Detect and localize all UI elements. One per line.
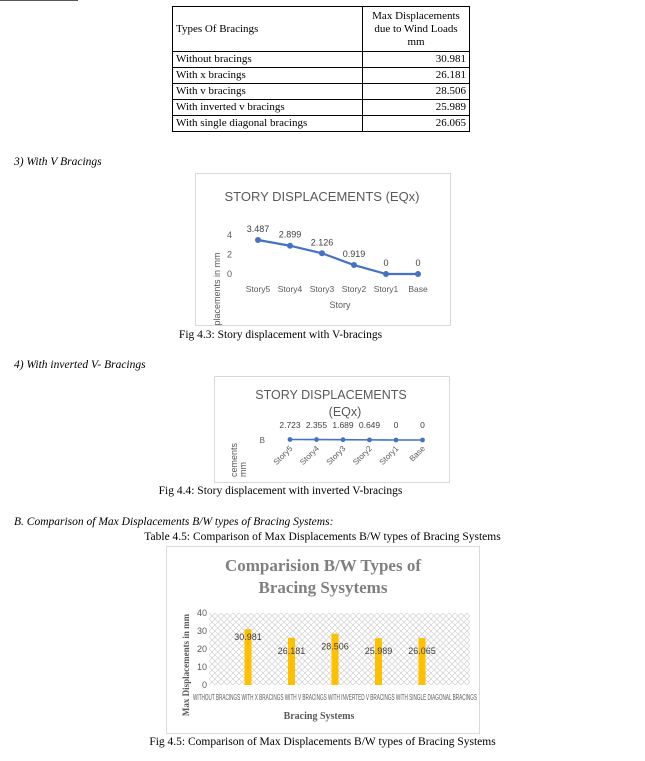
table-cell: With v bracings [173, 84, 363, 100]
data-label: 2.899 [278, 229, 302, 240]
data-label: 0 [393, 420, 399, 430]
table-row [173, 52, 470, 68]
table-row [173, 68, 470, 84]
table-header-cell: Types Of Bracings [173, 7, 363, 52]
table-row [173, 100, 470, 116]
data-label: 0.649 [358, 420, 381, 430]
x-tick-label: Story4 [277, 284, 303, 294]
table-cell: 26.181 [363, 68, 470, 84]
x-tick-label: Story5 [245, 284, 271, 294]
chart-inverted-v-bracings [214, 376, 450, 483]
x-tick-label: Story5 [271, 444, 295, 467]
table-cell: With inverted v bracings [173, 100, 363, 116]
data-label: 0 [415, 258, 421, 268]
x-tick-label: Story1 [373, 284, 399, 294]
section-heading-comparison: B. Comparison of Max Displacements B/W types of Bracing Systems: [14, 516, 334, 528]
y-tick-label: 0 [226, 269, 232, 279]
data-point [351, 262, 357, 268]
fig-4-3-caption: Fig 4.3: Story displacement with V-bracings [178, 329, 383, 341]
data-label: 0 [383, 258, 389, 268]
table-cell: 25.989 [363, 100, 470, 116]
chart-title-line: Bracing Sysytems [258, 578, 388, 597]
data-label: 3.487 [246, 224, 270, 235]
chart-title-line: Comparision B/W Types of [224, 556, 422, 575]
x-tick-label: Story2 [351, 444, 374, 467]
chart-title: STORY DISPLACEMENTS (EQx) [224, 189, 420, 204]
data-point [341, 437, 346, 442]
x-category-labels: WITHOUT BRACINGS WITH X BRACINGS WITH V BRACINGS WITH INVERTED V BRACINGS WITH SINGLE DIAGONAL BRACINGS [193, 693, 477, 702]
y-axis-label: placements in mm [212, 252, 222, 326]
top-rule [0, 0, 78, 1]
data-label: 30.981 [234, 632, 262, 643]
y-tick-label: B [259, 436, 265, 445]
y-tick-label: 0 [201, 680, 207, 690]
y-tick-label: 10 [196, 662, 207, 672]
x-tick-label: Story2 [341, 284, 367, 294]
chart-title-line: (EQx) [328, 405, 362, 419]
data-point [287, 243, 293, 249]
data-label: 0 [420, 420, 425, 430]
chart-bracing-comparison [166, 546, 480, 734]
table-cell: Without bracings [173, 52, 363, 68]
data-label: 28.506 [321, 641, 349, 652]
table-header-row [173, 7, 470, 52]
displacement-table [172, 6, 470, 132]
table-cell: 30.981 [363, 52, 470, 68]
fig-4-4-caption: Fig 4.4: Story displacement with inverted V-bracings [158, 485, 403, 497]
chart-inverted-v-bracings-svg [215, 377, 449, 482]
data-label: 2.126 [310, 237, 334, 248]
data-point [415, 271, 421, 277]
y-axis-label: Max Displacements in mm [181, 613, 191, 717]
data-point [319, 250, 325, 256]
section-heading-v-bracings: 3) With V Bracings [14, 156, 102, 168]
x-tick-label: Story3 [324, 444, 348, 467]
data-point [420, 438, 425, 443]
y-tick-label: 20 [196, 644, 207, 654]
y-axis-label-line: mm [238, 462, 248, 477]
table-row [173, 116, 470, 132]
data-point [383, 271, 389, 277]
data-label: 1.689 [332, 420, 354, 430]
x-tick-label: Story3 [309, 284, 335, 294]
table-cell: 28.506 [363, 84, 470, 100]
data-point [255, 237, 261, 243]
y-tick-label: 30 [196, 626, 207, 636]
data-label: 25.989 [364, 646, 393, 657]
table-header-cell: Max Displacements due to Wind Loads mm [363, 7, 470, 52]
data-label: 0.919 [342, 249, 366, 260]
section-heading-inverted-v-bracings: 4) With inverted V- Bracings [14, 359, 146, 371]
chart-v-bracings [195, 173, 451, 326]
table-cell: 26.065 [363, 116, 470, 132]
data-point [288, 437, 293, 442]
data-label: 26.181 [277, 645, 306, 656]
series-line [258, 240, 421, 274]
data-point [394, 438, 399, 443]
data-label: 2.355 [305, 420, 328, 430]
data-point [367, 437, 372, 442]
data-label: 26.065 [408, 646, 436, 657]
table-row [173, 84, 470, 100]
table-4-5-caption: Table 4.5: Comparison of Max Displacements B/W types of Bracing Systems [144, 531, 501, 543]
data-point [314, 437, 319, 442]
y-tick-label: 2 [226, 249, 232, 260]
x-axis-label: Story [329, 300, 351, 310]
table-cell: With single diagonal bracings [173, 116, 363, 132]
y-tick-label: 40 [196, 608, 207, 618]
x-tick-label: Base [408, 284, 428, 294]
y-tick-label: 4 [226, 230, 232, 240]
table-cell: With x bracings [173, 68, 363, 84]
data-label: 2.723 [279, 420, 301, 430]
fig-4-5-caption: Fig 4.5: Comparison of Max Displacements B/W types of Bracing Systems [149, 736, 496, 748]
x-axis-label: Bracing Systems [283, 711, 355, 722]
x-tick-label: Base [407, 444, 427, 464]
chart-v-bracings-svg [196, 174, 450, 325]
chart-bracing-comparison-svg [167, 547, 479, 733]
series-line [290, 440, 423, 441]
chart-title-line: STORY DISPLACEMENTS [255, 388, 407, 402]
x-tick-label: Story4 [298, 444, 321, 467]
y-axis-label-line: cements [229, 442, 239, 477]
x-tick-label: Story1 [377, 444, 401, 467]
